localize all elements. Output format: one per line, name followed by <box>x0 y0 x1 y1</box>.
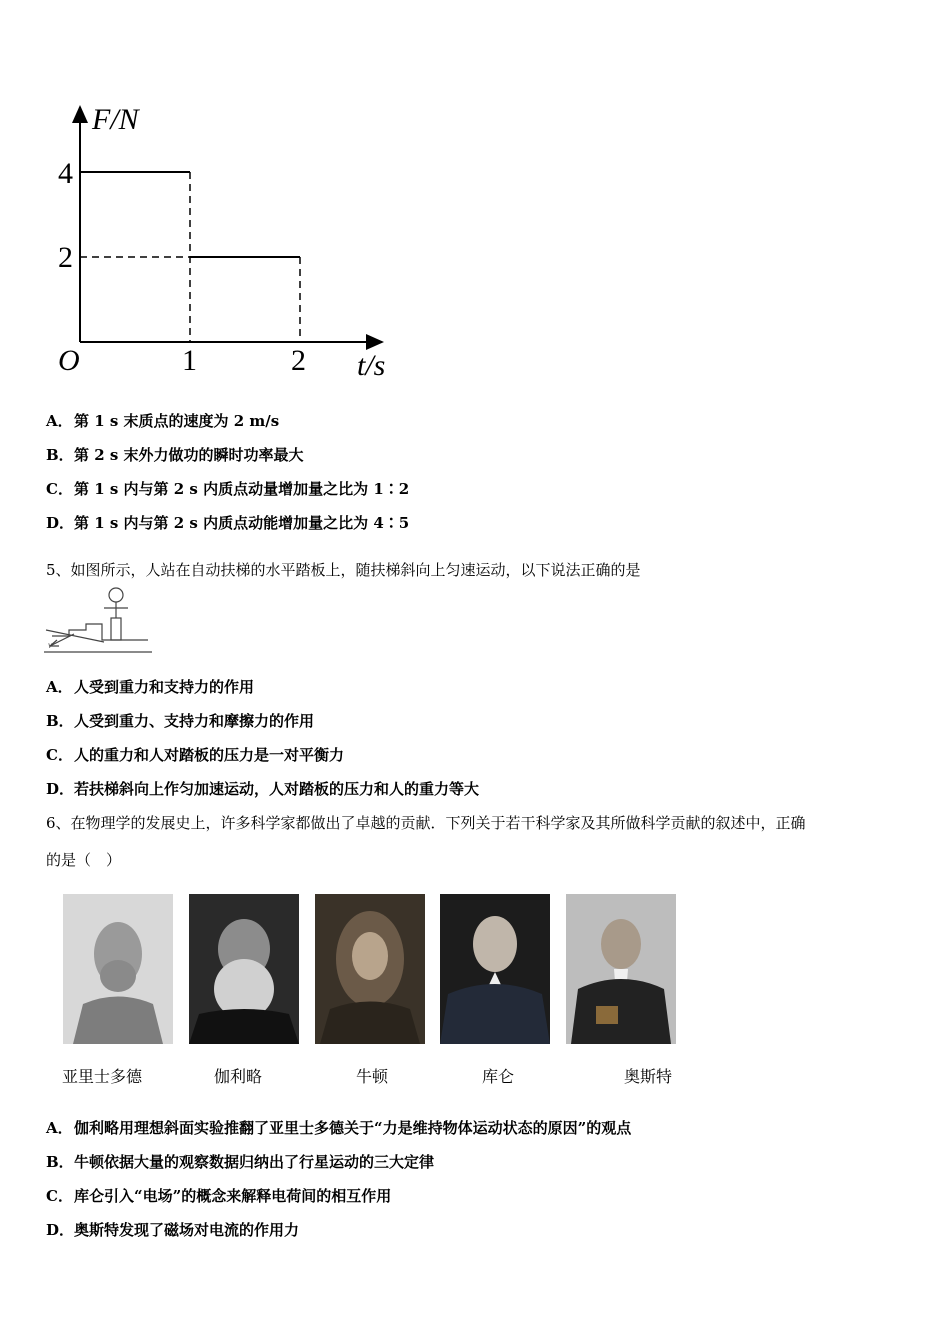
person-legs <box>111 618 121 640</box>
q5-stem: 5、如图所示，人站在自动扶梯的水平踏板上，随扶梯斜向上匀速运动，以下说法正确的是 <box>46 561 641 579</box>
q6-option-c: C．库仑引入“电场”的概念来解释电荷间的相互作用 <box>46 1187 392 1205</box>
portrait-newton <box>315 894 425 1044</box>
force-time-graph <box>40 95 410 395</box>
portrait-aristotle <box>63 894 173 1044</box>
caption-oersted: 奥斯特 <box>624 1067 673 1086</box>
q6-option-a: A．伽利略用理想斜面实验推翻了亚里士多德关于“力是维持物体运动状态的原因”的观点 <box>46 1119 632 1137</box>
q5-option-c: C．人的重力和人对踏板的压力是一对平衡力 <box>46 746 345 764</box>
velocity-label: v <box>48 640 52 650</box>
x-tick-1: 1 <box>182 344 197 377</box>
caption-coulomb: 库仑 <box>482 1067 515 1086</box>
q4-option-c: C．第 1 s 内与第 2 s 内质点动量增加量之比为 1∶2 <box>46 480 410 498</box>
q6-stem-line2: 的是（ ） <box>46 851 122 869</box>
person-head <box>109 588 123 602</box>
q4-option-a: A．第 1 s 末质点的速度为 2 m/s <box>46 412 280 430</box>
caption-aristotle: 亚里士多德 <box>62 1067 143 1086</box>
q6-option-d: D．奥斯特发现了磁场对电流的作用力 <box>46 1221 300 1239</box>
portrait-galileo <box>189 894 299 1044</box>
q6-stem-line1: 6、在物理学的发展史上，许多科学家都做出了卓越的贡献．下列关于若干科学家及其所做科学贡献的叙述中，正确 <box>46 814 806 832</box>
q5-option-b: B．人受到重力、支持力和摩擦力的作用 <box>46 712 315 730</box>
portrait-coulomb <box>440 894 550 1044</box>
caption-newton: 牛顿 <box>356 1067 389 1086</box>
origin-label: O <box>58 344 80 377</box>
escalator-figure <box>44 586 156 656</box>
q6-option-b: B．牛顿依据大量的观察数据归纳出了行星运动的三大定律 <box>46 1153 435 1171</box>
caption-galileo: 伽利略 <box>214 1067 263 1086</box>
x-tick-2: 2 <box>291 344 306 377</box>
x-axis-label: t/s <box>357 349 386 382</box>
portrait-oersted <box>566 894 676 1044</box>
y-tick-2: 2 <box>58 241 73 274</box>
q5-option-a: A．人受到重力和支持力的作用 <box>46 678 255 696</box>
q4-option-d: D．第 1 s 内与第 2 s 内质点动能增加量之比为 4∶5 <box>46 514 410 532</box>
q5-option-d: D．若扶梯斜向上作匀加速运动，人对踏板的压力和人的重力等大 <box>46 780 480 798</box>
q4-option-b: B．第 2 s 末外力做功的瞬时功率最大 <box>46 446 304 464</box>
y-axis-label: F/N <box>92 103 139 136</box>
y-tick-4: 4 <box>58 157 73 190</box>
